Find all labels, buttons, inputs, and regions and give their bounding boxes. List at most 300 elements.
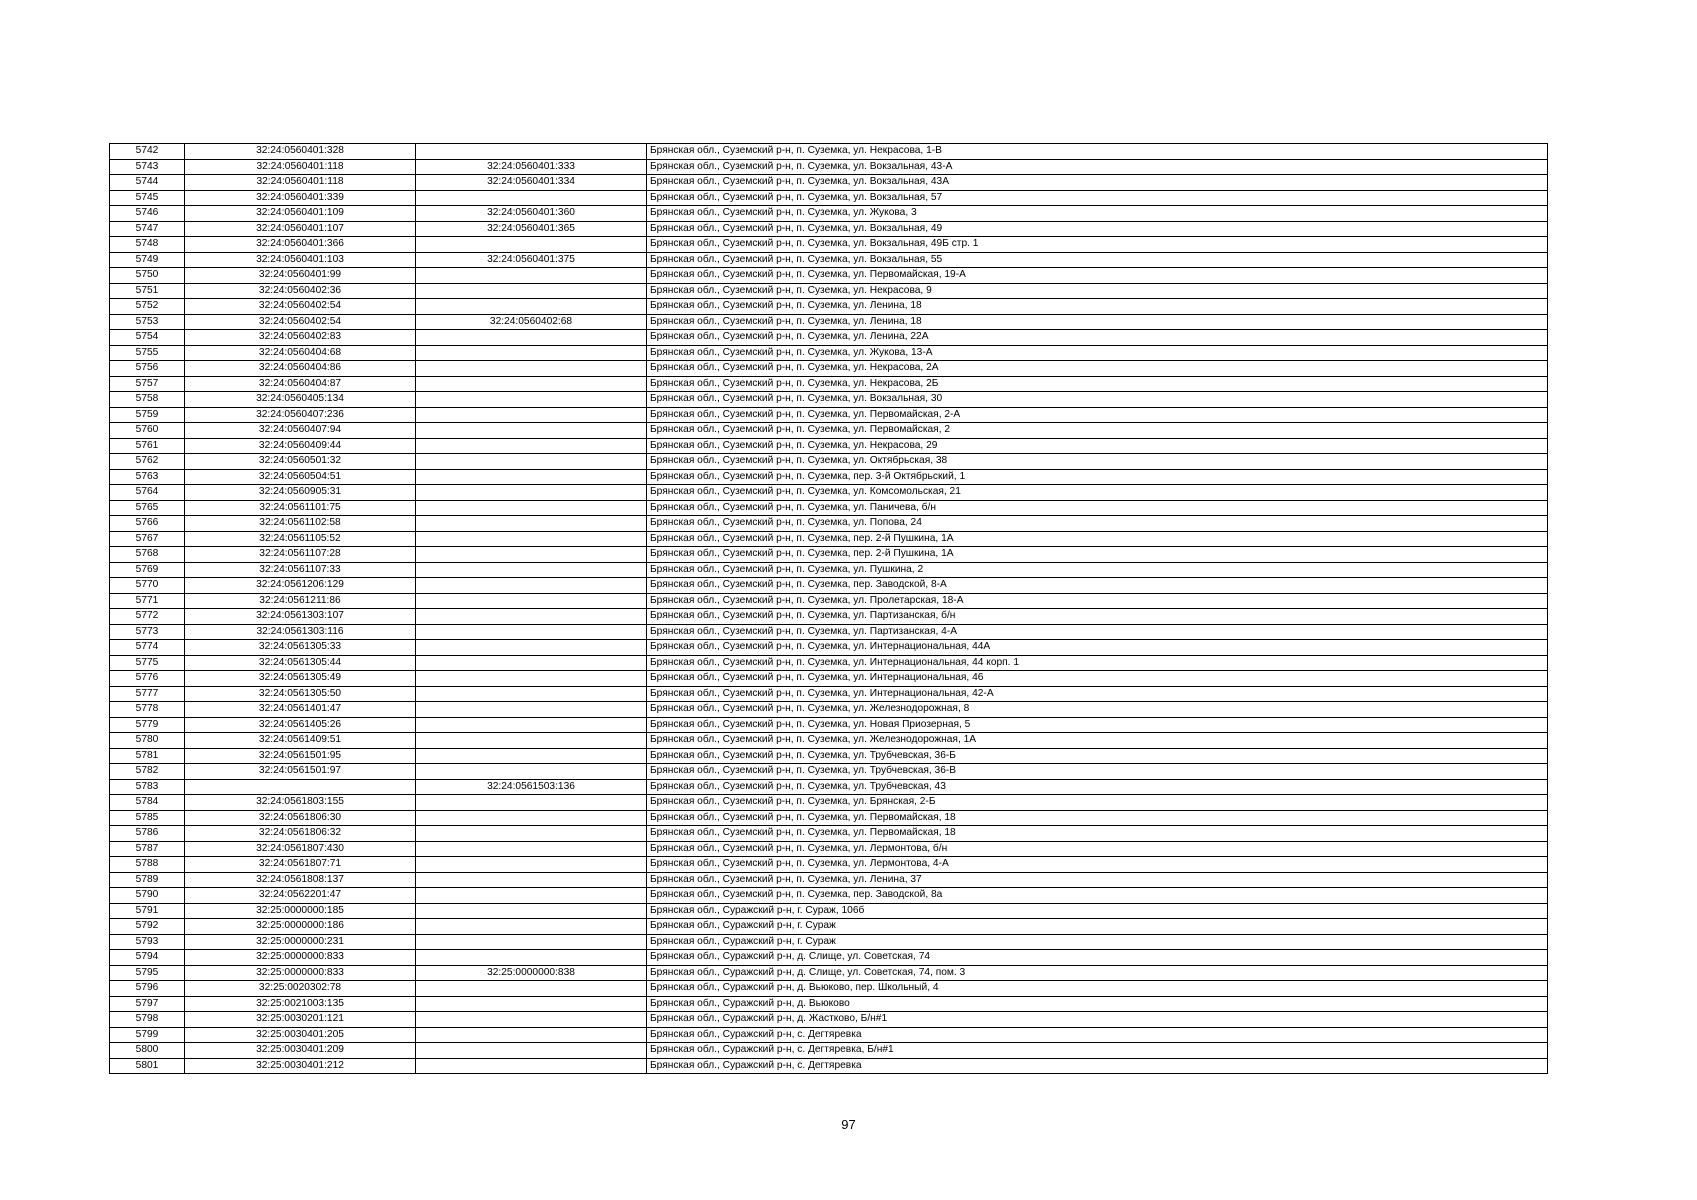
table-row: [110, 779, 1548, 795]
table-row: [110, 283, 1548, 299]
cadastral-number-cell: 32:24:0560401:103: [185, 252, 416, 268]
table-row: [110, 748, 1548, 764]
cadastral-number-cell: 32:24:0560401:107: [185, 221, 416, 237]
table-row: [110, 531, 1548, 547]
related-cadastral-number-cell: [416, 578, 647, 594]
address-cell: Брянская обл., Суражский р-н, д. Вьюково, пер. Школьный, 4: [647, 981, 1548, 997]
cadastral-number-cell: [185, 779, 416, 795]
address-cell: Брянская обл., Суземский р-н, п. Суземка, ул. Паничева, б/н: [647, 500, 1548, 516]
table-row: [110, 252, 1548, 268]
cadastral-number-cell: 32:24:0560407:94: [185, 423, 416, 439]
row-number-cell: 5772: [110, 609, 185, 625]
table-row: [110, 965, 1548, 981]
related-cadastral-number-cell: [416, 376, 647, 392]
related-cadastral-number-cell: [416, 919, 647, 935]
table-row: [110, 361, 1548, 377]
cadastral-number-cell: 32:24:0560401:328: [185, 144, 416, 160]
address-cell: Брянская обл., Суземский р-н, п. Суземка, ул. Первомайская, 2: [647, 423, 1548, 439]
address-cell: Брянская обл., Суземский р-н, п. Суземка, пер. 2-й Пушкина, 1А: [647, 547, 1548, 563]
cadastral-number-cell: 32:25:0030201:121: [185, 1012, 416, 1028]
row-number-cell: 5746: [110, 206, 185, 222]
row-number-cell: 5779: [110, 717, 185, 733]
address-cell: Брянская обл., Суземский р-н, п. Суземка, ул. Ленина, 18: [647, 299, 1548, 315]
cadastral-number-cell: 32:24:0560401:366: [185, 237, 416, 253]
related-cadastral-number-cell: [416, 469, 647, 485]
row-number-cell: 5788: [110, 857, 185, 873]
table-row: [110, 996, 1548, 1012]
row-number-cell: 5756: [110, 361, 185, 377]
related-cadastral-number-cell: [416, 810, 647, 826]
address-cell: Брянская обл., Суземский р-н, п. Суземка, ул. Ленина, 18: [647, 314, 1548, 330]
related-cadastral-number-cell: 32:24:0560401:375: [416, 252, 647, 268]
related-cadastral-number-cell: [416, 283, 647, 299]
row-number-cell: 5763: [110, 469, 185, 485]
address-cell: Брянская обл., Суземский р-н, п. Суземка, ул. Новая Приозерная, 5: [647, 717, 1548, 733]
row-number-cell: 5757: [110, 376, 185, 392]
address-cell: Брянская обл., Суземский р-н, п. Суземка, ул. Первомайская, 19-А: [647, 268, 1548, 284]
row-number-cell: 5762: [110, 454, 185, 470]
table-row: [110, 1043, 1548, 1059]
row-number-cell: 5787: [110, 841, 185, 857]
cadastral-number-cell: 32:25:0030401:212: [185, 1058, 416, 1074]
table-row: [110, 578, 1548, 594]
related-cadastral-number-cell: [416, 438, 647, 454]
register-table-body: [110, 144, 1548, 1074]
row-number-cell: 5783: [110, 779, 185, 795]
cadastral-number-cell: 32:25:0021003:135: [185, 996, 416, 1012]
related-cadastral-number-cell: [416, 268, 647, 284]
row-number-cell: 5755: [110, 345, 185, 361]
row-number-cell: 5773: [110, 624, 185, 640]
related-cadastral-number-cell: 32:24:0560401:334: [416, 175, 647, 191]
address-cell: Брянская обл., Суражский р-н, г. Сураж, 106б: [647, 903, 1548, 919]
address-cell: Брянская обл., Суземский р-н, п. Суземка, ул. Лермонтова, б/н: [647, 841, 1548, 857]
table-row: [110, 299, 1548, 315]
address-cell: Брянская обл., Суземский р-н, п. Суземка, ул. Лермонтова, 4-А: [647, 857, 1548, 873]
table-row: [110, 407, 1548, 423]
row-number-cell: 5751: [110, 283, 185, 299]
table-row: [110, 330, 1548, 346]
cadastral-number-cell: 32:25:0000000:833: [185, 950, 416, 966]
cadastral-number-cell: 32:24:0561405:26: [185, 717, 416, 733]
related-cadastral-number-cell: [416, 1058, 647, 1074]
row-number-cell: 5781: [110, 748, 185, 764]
table-row: [110, 175, 1548, 191]
table-row: [110, 795, 1548, 811]
row-number-cell: 5765: [110, 500, 185, 516]
address-cell: Брянская обл., Суземский р-н, п. Суземка, ул. Некрасова, 1-В: [647, 144, 1548, 160]
related-cadastral-number-cell: [416, 872, 647, 888]
address-cell: Брянская обл., Суземский р-н, п. Суземка, ул. Железнодорожная, 1А: [647, 733, 1548, 749]
related-cadastral-number-cell: [416, 733, 647, 749]
row-number-cell: 5748: [110, 237, 185, 253]
address-cell: Брянская обл., Суземский р-н, п. Суземка, пер. 3-й Октябрьский, 1: [647, 469, 1548, 485]
related-cadastral-number-cell: [416, 190, 647, 206]
related-cadastral-number-cell: [416, 500, 647, 516]
address-cell: Брянская обл., Суземский р-н, п. Суземка, ул. Попова, 24: [647, 516, 1548, 532]
address-cell: Брянская обл., Суземский р-н, п. Суземка, ул. Некрасова, 9: [647, 283, 1548, 299]
address-cell: Брянская обл., Суземский р-н, п. Суземка, ул. Ленина, 37: [647, 872, 1548, 888]
related-cadastral-number-cell: [416, 795, 647, 811]
row-number-cell: 5754: [110, 330, 185, 346]
address-cell: Брянская обл., Суземский р-н, п. Суземка, ул. Некрасова, 2Б: [647, 376, 1548, 392]
cadastral-number-cell: 32:24:0561206:129: [185, 578, 416, 594]
row-number-cell: 5750: [110, 268, 185, 284]
table-row: [110, 733, 1548, 749]
table-row: [110, 686, 1548, 702]
cadastral-number-cell: 32:24:0560404:86: [185, 361, 416, 377]
table-row: [110, 609, 1548, 625]
row-number-cell: 5792: [110, 919, 185, 935]
related-cadastral-number-cell: 32:24:0560401:365: [416, 221, 647, 237]
address-cell: Брянская обл., Суземский р-н, п. Суземка, ул. Трубчевская, 43: [647, 779, 1548, 795]
row-number-cell: 5743: [110, 159, 185, 175]
table-row: [110, 454, 1548, 470]
table-row: [110, 655, 1548, 671]
table-row: [110, 159, 1548, 175]
cadastral-number-cell: 32:24:0560401:339: [185, 190, 416, 206]
row-number-cell: 5747: [110, 221, 185, 237]
address-cell: Брянская обл., Суземский р-н, п. Суземка, пер. Заводской, 8а: [647, 888, 1548, 904]
address-cell: Брянская обл., Суземский р-н, п. Суземка, ул. Пролетарская, 18-А: [647, 593, 1548, 609]
cadastral-number-cell: 32:24:0560404:68: [185, 345, 416, 361]
related-cadastral-number-cell: [416, 562, 647, 578]
address-cell: Брянская обл., Суражский р-н, д. Вьюково: [647, 996, 1548, 1012]
address-cell: Брянская обл., Суземский р-н, п. Суземка, ул. Некрасова, 29: [647, 438, 1548, 454]
cadastral-number-cell: 32:24:0561107:33: [185, 562, 416, 578]
cadastral-number-cell: 32:24:0561101:75: [185, 500, 416, 516]
related-cadastral-number-cell: [416, 1043, 647, 1059]
table-row: [110, 206, 1548, 222]
address-cell: Брянская обл., Суражский р-н, д. Жастково, Б/н#1: [647, 1012, 1548, 1028]
cadastral-number-cell: 32:24:0561806:30: [185, 810, 416, 826]
cadastral-number-cell: 32:24:0561305:50: [185, 686, 416, 702]
related-cadastral-number-cell: [416, 299, 647, 315]
related-cadastral-number-cell: [416, 826, 647, 842]
table-row: [110, 624, 1548, 640]
row-number-cell: 5759: [110, 407, 185, 423]
table-row: [110, 500, 1548, 516]
cadastral-number-cell: 32:24:0561107:28: [185, 547, 416, 563]
cadastral-number-cell: 32:24:0560405:134: [185, 392, 416, 408]
table-row: [110, 144, 1548, 160]
cadastral-number-cell: 32:24:0561808:137: [185, 872, 416, 888]
cadastral-number-cell: 32:24:0560905:31: [185, 485, 416, 501]
cadastral-number-cell: 32:24:0561303:107: [185, 609, 416, 625]
address-cell: Брянская обл., Суземский р-н, п. Суземка, ул. Жукова, 3: [647, 206, 1548, 222]
related-cadastral-number-cell: [416, 981, 647, 997]
table-row: [110, 888, 1548, 904]
address-cell: Брянская обл., Суземский р-н, п. Суземка, ул. Вокзальная, 43А: [647, 175, 1548, 191]
row-number-cell: 5768: [110, 547, 185, 563]
address-cell: Брянская обл., Суземский р-н, п. Суземка, ул. Интернациональная, 46: [647, 671, 1548, 687]
cadastral-number-cell: 32:24:0561803:155: [185, 795, 416, 811]
address-cell: Брянская обл., Суземский р-н, п. Суземка, ул. Вокзальная, 49Б стр. 1: [647, 237, 1548, 253]
related-cadastral-number-cell: [416, 841, 647, 857]
cadastral-number-cell: 32:24:0561102:58: [185, 516, 416, 532]
row-number-cell: 5782: [110, 764, 185, 780]
related-cadastral-number-cell: [416, 903, 647, 919]
cadastral-number-cell: 32:25:0030401:205: [185, 1027, 416, 1043]
related-cadastral-number-cell: [416, 624, 647, 640]
cadastral-number-cell: 32:24:0561807:71: [185, 857, 416, 873]
address-cell: Брянская обл., Суземский р-н, п. Суземка, ул. Октябрьская, 38: [647, 454, 1548, 470]
row-number-cell: 5794: [110, 950, 185, 966]
row-number-cell: 5786: [110, 826, 185, 842]
table-row: [110, 1027, 1548, 1043]
table-row: [110, 919, 1548, 935]
row-number-cell: 5771: [110, 593, 185, 609]
cadastral-number-cell: 32:24:0561409:51: [185, 733, 416, 749]
related-cadastral-number-cell: [416, 702, 647, 718]
related-cadastral-number-cell: [416, 237, 647, 253]
cadastral-number-cell: 32:24:0562201:47: [185, 888, 416, 904]
table-row: [110, 593, 1548, 609]
row-number-cell: 5760: [110, 423, 185, 439]
address-cell: Брянская обл., Суземский р-н, п. Суземка, пер. Заводской, 8-А: [647, 578, 1548, 594]
row-number-cell: 5764: [110, 485, 185, 501]
address-cell: Брянская обл., Суземский р-н, п. Суземка, ул. Вокзальная, 30: [647, 392, 1548, 408]
table-row: [110, 934, 1548, 950]
related-cadastral-number-cell: 32:25:0000000:838: [416, 965, 647, 981]
address-cell: Брянская обл., Суземский р-н, п. Суземка, ул. Железнодорожная, 8: [647, 702, 1548, 718]
related-cadastral-number-cell: [416, 516, 647, 532]
table-row: [110, 872, 1548, 888]
row-number-cell: 5791: [110, 903, 185, 919]
table-row: [110, 717, 1548, 733]
table-row: [110, 547, 1548, 563]
cadastral-number-cell: 32:24:0560407:236: [185, 407, 416, 423]
row-number-cell: 5745: [110, 190, 185, 206]
table-row: [110, 903, 1548, 919]
row-number-cell: 5778: [110, 702, 185, 718]
table-row: [110, 640, 1548, 656]
cadastral-number-cell: 32:24:0560402:54: [185, 314, 416, 330]
cadastral-number-cell: 32:24:0560504:51: [185, 469, 416, 485]
row-number-cell: 5774: [110, 640, 185, 656]
address-cell: Брянская обл., Суземский р-н, п. Суземка, ул. Первомайская, 18: [647, 826, 1548, 842]
cadastral-number-cell: 32:24:0560401:118: [185, 159, 416, 175]
related-cadastral-number-cell: [416, 857, 647, 873]
related-cadastral-number-cell: [416, 686, 647, 702]
cadastral-number-cell: 32:24:0561806:32: [185, 826, 416, 842]
table-row: [110, 950, 1548, 966]
related-cadastral-number-cell: [416, 593, 647, 609]
cadastral-number-cell: 32:25:0020302:78: [185, 981, 416, 997]
table-row: [110, 423, 1548, 439]
related-cadastral-number-cell: 32:24:0560401:360: [416, 206, 647, 222]
table-row: [110, 764, 1548, 780]
row-number-cell: 5769: [110, 562, 185, 578]
table-row: [110, 702, 1548, 718]
table-row: [110, 485, 1548, 501]
related-cadastral-number-cell: [416, 717, 647, 733]
address-cell: Брянская обл., Суземский р-н, п. Суземка, ул. Жукова, 13-А: [647, 345, 1548, 361]
row-number-cell: 5753: [110, 314, 185, 330]
address-cell: Брянская обл., Суражский р-н, с. Дегтяревка: [647, 1027, 1548, 1043]
table-row: [110, 671, 1548, 687]
address-cell: Брянская обл., Суземский р-н, п. Суземка, ул. Некрасова, 2А: [647, 361, 1548, 377]
table-row: [110, 237, 1548, 253]
related-cadastral-number-cell: [416, 547, 647, 563]
related-cadastral-number-cell: [416, 748, 647, 764]
related-cadastral-number-cell: [416, 423, 647, 439]
related-cadastral-number-cell: [416, 1027, 647, 1043]
cadastral-number-cell: 32:24:0561305:49: [185, 671, 416, 687]
row-number-cell: 5797: [110, 996, 185, 1012]
table-row: [110, 268, 1548, 284]
address-cell: Брянская обл., Суражский р-н, г. Сураж: [647, 919, 1548, 935]
address-cell: Брянская обл., Суземский р-н, п. Суземка, ул. Первомайская, 18: [647, 810, 1548, 826]
related-cadastral-number-cell: 32:24:0561503:136: [416, 779, 647, 795]
related-cadastral-number-cell: [416, 345, 647, 361]
row-number-cell: 5793: [110, 934, 185, 950]
address-cell: Брянская обл., Суземский р-н, п. Суземка, ул. Интернациональная, 44 корп. 1: [647, 655, 1548, 671]
row-number-cell: 5801: [110, 1058, 185, 1074]
address-cell: Брянская обл., Суземский р-н, п. Суземка, ул. Брянская, 2-Б: [647, 795, 1548, 811]
related-cadastral-number-cell: [416, 485, 647, 501]
row-number-cell: 5799: [110, 1027, 185, 1043]
cadastral-number-cell: 32:25:0000000:185: [185, 903, 416, 919]
address-cell: Брянская обл., Суземский р-н, п. Суземка, ул. Интернациональная, 42-А: [647, 686, 1548, 702]
address-cell: Брянская обл., Суземский р-н, п. Суземка, ул. Партизанская, б/н: [647, 609, 1548, 625]
table-row: [110, 469, 1548, 485]
address-cell: Брянская обл., Суражский р-н, г. Сураж: [647, 934, 1548, 950]
row-number-cell: 5742: [110, 144, 185, 160]
cadastral-number-cell: 32:25:0000000:231: [185, 934, 416, 950]
related-cadastral-number-cell: [416, 996, 647, 1012]
row-number-cell: 5761: [110, 438, 185, 454]
cadastral-number-cell: 32:24:0560401:99: [185, 268, 416, 284]
cadastral-number-cell: 32:24:0561807:430: [185, 841, 416, 857]
related-cadastral-number-cell: 32:24:0560401:333: [416, 159, 647, 175]
cadastral-number-cell: 32:24:0560402:54: [185, 299, 416, 315]
cadastral-number-cell: 32:24:0560401:118: [185, 175, 416, 191]
cadastral-number-cell: 32:24:0561305:44: [185, 655, 416, 671]
cadastral-number-cell: 32:24:0561105:52: [185, 531, 416, 547]
related-cadastral-number-cell: [416, 950, 647, 966]
row-number-cell: 5784: [110, 795, 185, 811]
related-cadastral-number-cell: [416, 361, 647, 377]
table-row: [110, 438, 1548, 454]
row-number-cell: 5744: [110, 175, 185, 191]
address-cell: Брянская обл., Суземский р-н, п. Суземка, ул. Пушкина, 2: [647, 562, 1548, 578]
row-number-cell: 5789: [110, 872, 185, 888]
cadastral-number-cell: 32:24:0560404:87: [185, 376, 416, 392]
address-cell: Брянская обл., Суражский р-н, с. Дегтяревка: [647, 1058, 1548, 1074]
row-number-cell: 5790: [110, 888, 185, 904]
related-cadastral-number-cell: 32:24:0560402:68: [416, 314, 647, 330]
row-number-cell: 5785: [110, 810, 185, 826]
related-cadastral-number-cell: [416, 454, 647, 470]
address-cell: Брянская обл., Суземский р-н, п. Суземка, пер. 2-й Пушкина, 1А: [647, 531, 1548, 547]
related-cadastral-number-cell: [416, 407, 647, 423]
cadastral-number-cell: 32:25:0000000:833: [185, 965, 416, 981]
address-cell: Брянская обл., Суземский р-н, п. Суземка, ул. Трубчевская, 36-Б: [647, 748, 1548, 764]
row-number-cell: 5767: [110, 531, 185, 547]
table-row: [110, 857, 1548, 873]
related-cadastral-number-cell: [416, 609, 647, 625]
cadastral-number-cell: 32:24:0561305:33: [185, 640, 416, 656]
address-cell: Брянская обл., Суземский р-н, п. Суземка, ул. Ленина, 22А: [647, 330, 1548, 346]
row-number-cell: 5758: [110, 392, 185, 408]
related-cadastral-number-cell: [416, 144, 647, 160]
cadastral-number-cell: 32:24:0561501:97: [185, 764, 416, 780]
row-number-cell: 5766: [110, 516, 185, 532]
row-number-cell: 5798: [110, 1012, 185, 1028]
address-cell: Брянская обл., Суземский р-н, п. Суземка, ул. Вокзальная, 57: [647, 190, 1548, 206]
address-cell: Брянская обл., Суземский р-н, п. Суземка, ул. Трубчевская, 36-В: [647, 764, 1548, 780]
table-row: [110, 314, 1548, 330]
row-number-cell: 5775: [110, 655, 185, 671]
address-cell: Брянская обл., Суземский р-н, п. Суземка, ул. Первомайская, 2-А: [647, 407, 1548, 423]
table-row: [110, 516, 1548, 532]
related-cadastral-number-cell: [416, 1012, 647, 1028]
table-row: [110, 376, 1548, 392]
table-row: [110, 221, 1548, 237]
related-cadastral-number-cell: [416, 934, 647, 950]
row-number-cell: 5780: [110, 733, 185, 749]
related-cadastral-number-cell: [416, 330, 647, 346]
row-number-cell: 5795: [110, 965, 185, 981]
address-cell: Брянская обл., Суземский р-н, п. Суземка, ул. Комсомольская, 21: [647, 485, 1548, 501]
related-cadastral-number-cell: [416, 888, 647, 904]
address-cell: Брянская обл., Суземский р-н, п. Суземка, ул. Вокзальная, 49: [647, 221, 1548, 237]
register-table: [109, 143, 1548, 1074]
related-cadastral-number-cell: [416, 764, 647, 780]
row-number-cell: 5800: [110, 1043, 185, 1059]
table-row: [110, 1012, 1548, 1028]
cadastral-number-cell: 32:24:0561401:47: [185, 702, 416, 718]
address-cell: Брянская обл., Суземский р-н, п. Суземка, ул. Вокзальная, 55: [647, 252, 1548, 268]
table-row: [110, 392, 1548, 408]
row-number-cell: 5770: [110, 578, 185, 594]
table-row: [110, 1058, 1548, 1074]
address-cell: Брянская обл., Суземский р-н, п. Суземка, ул. Вокзальная, 43-А: [647, 159, 1548, 175]
table-row: [110, 841, 1548, 857]
cadastral-number-cell: 32:24:0560501:32: [185, 454, 416, 470]
row-number-cell: 5777: [110, 686, 185, 702]
related-cadastral-number-cell: [416, 671, 647, 687]
address-cell: Брянская обл., Суражский р-н, д. Слище, ул. Советская, 74: [647, 950, 1548, 966]
cadastral-number-cell: 32:24:0561501:95: [185, 748, 416, 764]
address-cell: Брянская обл., Суземский р-н, п. Суземка, ул. Интернациональная, 44А: [647, 640, 1548, 656]
page-number: 97: [841, 1117, 856, 1132]
table-row: [110, 190, 1548, 206]
cadastral-number-cell: 32:25:0030401:209: [185, 1043, 416, 1059]
table-row: [110, 810, 1548, 826]
related-cadastral-number-cell: [416, 392, 647, 408]
table-row: [110, 981, 1548, 997]
address-cell: Брянская обл., Суражский р-н, с. Дегтяревка, Б/н#1: [647, 1043, 1548, 1059]
table-row: [110, 826, 1548, 842]
address-cell: Брянская обл., Суземский р-н, п. Суземка, ул. Партизанская, 4-А: [647, 624, 1548, 640]
cadastral-number-cell: 32:25:0000000:186: [185, 919, 416, 935]
table-row: [110, 562, 1548, 578]
table-row: [110, 345, 1548, 361]
address-cell: Брянская обл., Суражский р-н, д. Слище, ул. Советская, 74, пом. 3: [647, 965, 1548, 981]
row-number-cell: 5749: [110, 252, 185, 268]
related-cadastral-number-cell: [416, 531, 647, 547]
cadastral-number-cell: 32:24:0560402:83: [185, 330, 416, 346]
cadastral-number-cell: 32:24:0560401:109: [185, 206, 416, 222]
row-number-cell: 5796: [110, 981, 185, 997]
related-cadastral-number-cell: [416, 655, 647, 671]
row-number-cell: 5752: [110, 299, 185, 315]
row-number-cell: 5776: [110, 671, 185, 687]
related-cadastral-number-cell: [416, 640, 647, 656]
cadastral-number-cell: 32:24:0561211:86: [185, 593, 416, 609]
